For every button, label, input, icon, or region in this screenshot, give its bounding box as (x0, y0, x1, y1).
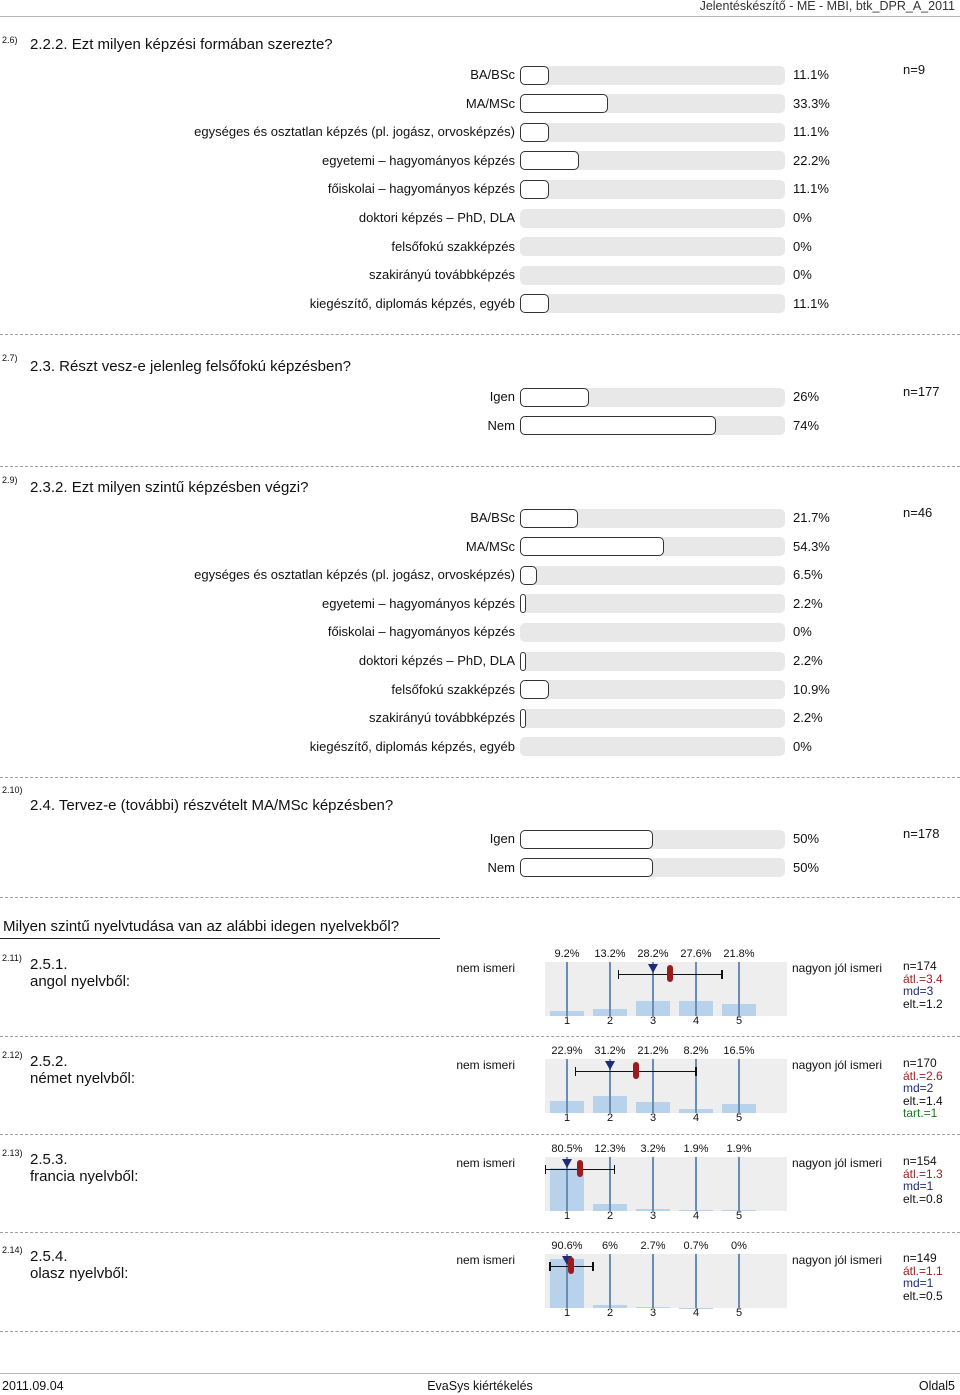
sd-tick-right (721, 970, 723, 979)
distribution-label: 16.5% (723, 1045, 755, 1057)
n-count: n=46 (903, 505, 933, 520)
scale-gridline (695, 1157, 697, 1211)
option-label: egyetemi – hagyományos képzés (322, 152, 515, 168)
percent-label: 0% (793, 624, 812, 640)
left-pole-label: nem ismeri (456, 1156, 515, 1170)
scale-label: 5 (735, 1307, 743, 1319)
percent-label: 50% (793, 831, 820, 846)
percent-label: 6.5% (793, 567, 823, 583)
stat-value: átl.=1.3 (903, 1166, 943, 1181)
scale-gridline (609, 1254, 611, 1308)
option-label: kiegészítő, diplomás képzés, egyéb (309, 738, 515, 754)
option-label: Igen (489, 831, 515, 846)
left-pole-label: nem ismeri (456, 1058, 515, 1072)
distribution-label: 27.6% (680, 948, 712, 960)
option-label: szakirányú továbbképzés (369, 267, 515, 283)
percent-label: 11.1% (793, 295, 829, 311)
scale-label: 4 (692, 1112, 700, 1124)
scale-label: 3 (649, 1015, 657, 1027)
scale-gridline (738, 1254, 740, 1308)
distribution-label: 8.2% (683, 1045, 709, 1057)
scale-label: 5 (735, 1015, 743, 1027)
percent-label: 0% (793, 238, 812, 254)
question-number: 2.10) (2, 784, 23, 795)
bar (520, 594, 526, 613)
scale-gridline (652, 1059, 654, 1113)
scale-gridline (652, 1157, 654, 1211)
bar (520, 388, 589, 407)
sd-tick-right (695, 1067, 697, 1076)
distribution-label: 0.7% (683, 1240, 709, 1252)
scale-label: 2 (606, 1210, 614, 1222)
option-label: MA/MSc (465, 95, 515, 111)
option-label: Nem (487, 417, 515, 433)
stat-value: elt.=1.2 (903, 996, 943, 1011)
bar-track (520, 294, 785, 313)
scale-gridline (738, 1059, 740, 1113)
question-number: 2.14) (2, 1244, 23, 1255)
scale-label: 2 (606, 1307, 614, 1319)
footer-system-name: EvaSys kiértékelés (427, 1379, 533, 1393)
bar (520, 509, 578, 528)
item-code: 2.5.3. (30, 1151, 68, 1168)
distribution-label: 90.6% (551, 1240, 583, 1252)
bar (520, 858, 653, 877)
section-divider (0, 334, 960, 335)
bar-track (520, 180, 785, 199)
sd-tick-right (614, 1165, 616, 1174)
option-label: MA/MSc (465, 538, 515, 554)
stat-value: md=1 (903, 1276, 934, 1290)
scale-gridline (738, 1157, 740, 1211)
question-number: 2.9) (2, 474, 18, 485)
item-code: 2.5.4. (30, 1248, 68, 1265)
median-marker (605, 1061, 615, 1070)
stat-value: elt.=0.8 (903, 1191, 943, 1206)
right-pole-label: nagyon jól ismeri (792, 961, 883, 975)
item-code: 2.5.2. (30, 1053, 68, 1070)
sd-tick-right (592, 1262, 594, 1271)
item-title: olasz nyelvből: (30, 1265, 129, 1282)
n-count: n=9 (903, 62, 926, 77)
question-title: 2.3. Részt vesz-e jelenleg felsőfokú képzésben? (30, 358, 352, 375)
left-pole-label: nem ismeri (456, 961, 515, 975)
sd-tick-left (618, 970, 620, 979)
bar (520, 294, 549, 313)
option-label: egyetemi – hagyományos képzés (322, 595, 515, 611)
scale-label: 1 (563, 1015, 571, 1027)
section-divider (0, 897, 960, 898)
percent-label: 0% (793, 267, 812, 283)
stat-value: md=3 (903, 984, 934, 998)
item-code: 2.5.1. (30, 956, 68, 973)
question-number: 2.13) (2, 1147, 23, 1158)
section-divider (0, 466, 960, 467)
percent-label: 33.3% (793, 95, 830, 111)
scale-label: 4 (692, 1307, 700, 1319)
distribution-label: 21.2% (637, 1045, 669, 1057)
option-label: szakirányú továbbképzés (369, 710, 515, 726)
option-label: felsőfokú szakképzés (391, 681, 515, 697)
percent-label: 11.1% (793, 124, 829, 140)
bar-track (520, 594, 785, 613)
bar-track (520, 737, 785, 756)
scale-label: 1 (563, 1112, 571, 1124)
percent-label: 0% (793, 210, 812, 225)
option-label: főiskolai – hagyományos képzés (327, 181, 515, 197)
question-number: 2.7) (2, 352, 18, 363)
distribution-label: 1.9% (683, 1143, 709, 1155)
option-label: kiegészítő, diplomás képzés, egyéb (309, 295, 515, 311)
question-number: 2.11) (2, 952, 22, 963)
distribution-label: 0% (731, 1240, 747, 1252)
scale-label: 1 (563, 1307, 571, 1319)
bar (520, 566, 537, 585)
bar-track (520, 209, 785, 228)
distribution-label: 80.5% (551, 1143, 583, 1155)
bar-track (520, 266, 785, 285)
mean-marker (667, 965, 673, 982)
stat-value: md=1 (903, 1179, 934, 1193)
right-pole-label: nagyon jól ismeri (792, 1058, 883, 1072)
percent-label: 54.3% (793, 538, 830, 554)
scale-label: 5 (735, 1210, 743, 1222)
sd-tick-left (575, 1067, 577, 1076)
question-number: 2.12) (2, 1049, 23, 1060)
question-number: 2.6) (2, 34, 18, 45)
bar (520, 830, 653, 849)
header-rule (0, 16, 960, 17)
section-heading: Milyen szintű nyelvtudása van az alábbi idegen nyelvekből? (3, 918, 400, 935)
mean-marker (577, 1160, 583, 1177)
stat-value: átl.=2.6 (903, 1068, 943, 1083)
bar (520, 180, 549, 199)
option-label: egységes és osztatlan képzés (pl. jogász, orvosképzés) (194, 567, 515, 583)
scale-label: 2 (606, 1015, 614, 1027)
bar-track (520, 709, 785, 728)
section-divider (0, 1036, 960, 1037)
option-label: Igen (489, 389, 515, 404)
footer-date: 2011.09.04 (2, 1379, 64, 1393)
scale-gridline (652, 1254, 654, 1308)
footer-rule (0, 1373, 960, 1374)
scale-label: 5 (735, 1112, 743, 1124)
scale-label: 3 (649, 1112, 657, 1124)
stat-value: átl.=1.1 (903, 1263, 943, 1278)
n-count: n=177 (903, 384, 940, 399)
percent-label: 22.2% (793, 152, 830, 168)
scale-label: 4 (692, 1015, 700, 1027)
distribution-label: 22.9% (551, 1045, 583, 1057)
option-label: BA/BSc (470, 510, 515, 525)
median-marker (562, 1159, 572, 1168)
option-label: Nem (487, 859, 515, 875)
bar-track (520, 237, 785, 256)
distribution-label: 1.9% (726, 1143, 752, 1155)
footer-page-number: Oldal5 (918, 1379, 955, 1393)
bar (520, 709, 526, 728)
bar-track (520, 623, 785, 642)
sd-tick-left (545, 1165, 547, 1174)
median-marker (648, 964, 658, 973)
option-label: doktori képzés – PhD, DLA (358, 210, 515, 225)
right-pole-label: nagyon jól ismeri (792, 1156, 883, 1170)
percent-label: 11.1% (793, 181, 829, 197)
percent-label: 2.2% (793, 710, 823, 726)
bar (520, 151, 579, 170)
stat-value: n=149 (903, 1251, 937, 1265)
stat-value: n=154 (903, 1154, 937, 1168)
option-label: egységes és osztatlan képzés (pl. jogász, orvosképzés) (194, 124, 515, 140)
item-title: angol nyelvből: (30, 973, 131, 990)
percent-label: 11.1% (793, 67, 829, 82)
mean-marker (568, 1257, 574, 1274)
bar (520, 94, 608, 113)
question-title: 2.2.2. Ezt milyen képzési formában szerezte? (30, 36, 333, 53)
bar-track (520, 123, 785, 142)
distribution-label: 21.8% (723, 948, 755, 960)
item-title: francia nyelvből: (30, 1168, 139, 1185)
scale-label: 3 (649, 1210, 657, 1222)
bar (520, 123, 549, 142)
report-header-title: Jelentéskészítő - ME - MBI, btk_DPR_A_2011 (699, 0, 955, 13)
distribution-label: 31.2% (594, 1045, 626, 1057)
scale-gridline (609, 1157, 611, 1211)
left-pole-label: nem ismeri (456, 1253, 515, 1267)
percent-label: 26% (793, 389, 820, 404)
mean-marker (633, 1062, 639, 1079)
scale-label: 4 (692, 1210, 700, 1222)
distribution-label: 13.2% (594, 948, 626, 960)
section-heading-underline (0, 938, 440, 939)
percent-label: 0% (793, 738, 812, 754)
bar-track (520, 680, 785, 699)
stat-value: elt.=0.5 (903, 1288, 943, 1303)
scale-gridline (695, 962, 697, 1016)
section-divider (0, 1134, 960, 1135)
percent-label: 21.7% (793, 510, 830, 525)
scale-gridline (738, 962, 740, 1016)
stat-value: átl.=3.4 (903, 971, 943, 986)
bar-track (520, 66, 785, 85)
stat-value: n=170 (903, 1056, 937, 1070)
stat-value: tart.=1 (903, 1106, 938, 1120)
percent-label: 50% (793, 859, 820, 875)
distribution-label: 3.2% (640, 1143, 666, 1155)
percent-label: 10.9% (793, 681, 830, 697)
scale-gridline (609, 962, 611, 1016)
question-title: 2.4. Tervez-e (további) részvételt MA/MSc képzésben? (30, 797, 394, 814)
n-count: n=178 (903, 826, 940, 841)
distribution-label: 28.2% (637, 948, 669, 960)
option-label: felsőfokú szakképzés (391, 238, 515, 254)
distribution-label: 9.2% (554, 948, 580, 960)
item-title: német nyelvből: (30, 1070, 136, 1087)
scale-gridline (695, 1254, 697, 1308)
question-title: 2.3.2. Ezt milyen szintű képzésben végzi? (30, 479, 309, 496)
stat-value: elt.=1.4 (903, 1093, 943, 1108)
option-label: BA/BSc (470, 67, 515, 82)
scale-label: 2 (606, 1112, 614, 1124)
bar (520, 537, 664, 556)
scale-gridline (566, 962, 568, 1016)
distribution-label: 12.3% (594, 1143, 626, 1155)
scale-label: 1 (563, 1210, 571, 1222)
percent-label: 2.2% (793, 595, 823, 611)
bar (520, 66, 549, 85)
section-divider (0, 777, 960, 778)
option-label: doktori képzés – PhD, DLA (358, 653, 515, 668)
distribution-label: 2.7% (640, 1240, 666, 1252)
bar (520, 652, 526, 671)
stat-value: md=2 (903, 1081, 934, 1095)
right-pole-label: nagyon jól ismeri (792, 1253, 883, 1267)
section-divider (0, 1232, 960, 1233)
scale-label: 3 (649, 1307, 657, 1319)
stat-value: n=174 (903, 959, 937, 973)
percent-label: 2.2% (793, 653, 823, 668)
bar (520, 680, 549, 699)
section-divider (0, 1331, 960, 1332)
percent-label: 74% (793, 417, 820, 433)
distribution-label: 6% (602, 1240, 618, 1252)
bar (520, 416, 716, 435)
bar-track (520, 566, 785, 585)
scale-gridline (566, 1059, 568, 1113)
sd-tick-left (549, 1262, 551, 1271)
option-label: főiskolai – hagyományos képzés (327, 624, 515, 640)
bar-track (520, 652, 785, 671)
